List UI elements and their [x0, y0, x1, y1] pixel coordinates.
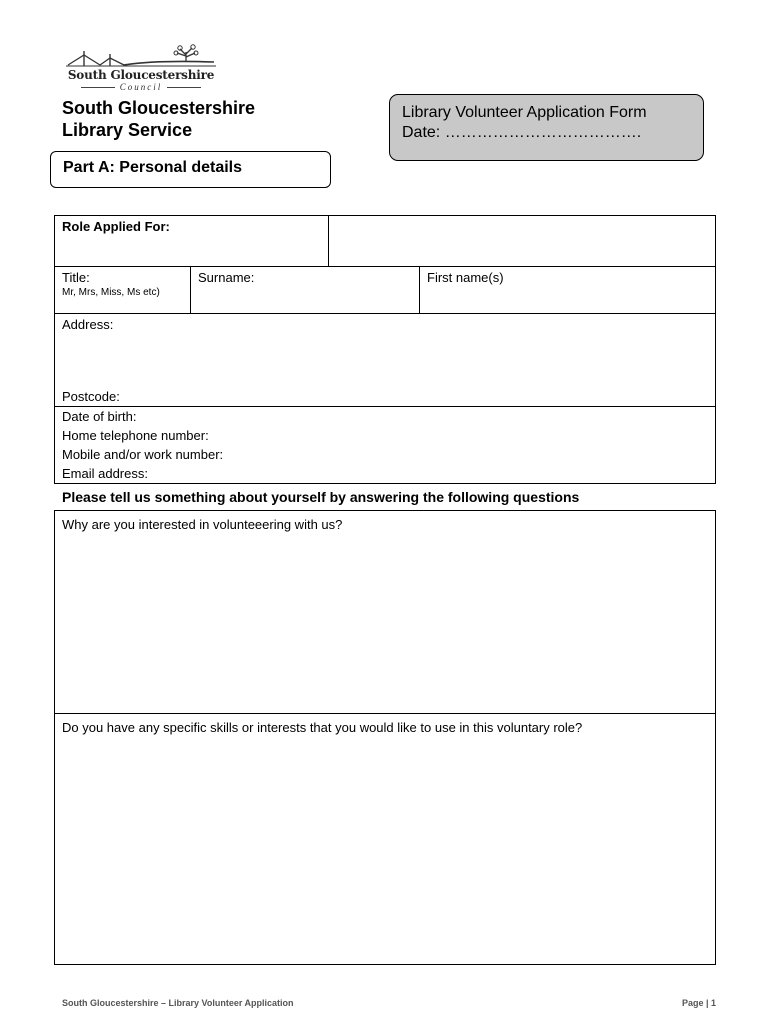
- first-names-label: First name(s): [427, 270, 504, 285]
- surname-field[interactable]: [190, 266, 420, 314]
- bridge-and-tree-logo-icon: [64, 44, 220, 70]
- role-input-cell[interactable]: [328, 215, 716, 267]
- date-field[interactable]: Date: ……………………………….: [402, 124, 642, 141]
- title-label: Title:: [62, 270, 90, 285]
- question-2-box[interactable]: [54, 713, 716, 965]
- footer-text: South Gloucestershire – Library Volunteer Application: [62, 998, 294, 1008]
- mobile-label: Mobile and/or work number:: [62, 447, 224, 462]
- question-1-box[interactable]: [54, 510, 716, 714]
- title-field[interactable]: [54, 266, 191, 314]
- form-title: Library Volunteer Application Form: [402, 104, 647, 121]
- part-a-heading: Part A: Personal details: [50, 151, 331, 188]
- postcode-label: Postcode:: [62, 389, 120, 404]
- org-title-line2: Library Service: [62, 120, 193, 140]
- first-names-field[interactable]: [419, 266, 716, 314]
- question-1-label: Why are you interested in volunteeering with us?: [62, 517, 343, 532]
- question-2-label: Do you have any specific skills or interests that you would like to use in this voluntary role?: [62, 720, 583, 735]
- home-phone-label: Home telephone number:: [62, 428, 209, 443]
- title-hint: Mr, Mrs, Miss, Ms etc): [62, 287, 160, 298]
- page-number: Page | 1: [681, 998, 716, 1008]
- contact-details-field[interactable]: [54, 406, 716, 484]
- role-label: Role Applied For:: [62, 219, 170, 234]
- address-field[interactable]: [54, 313, 716, 407]
- logo-name: South Gloucestershire: [67, 68, 215, 82]
- council-logo: [64, 44, 220, 94]
- logo-subtitle: Council: [66, 82, 216, 92]
- email-label: Email address:: [62, 466, 148, 481]
- org-title: [62, 97, 255, 141]
- surname-label: Surname:: [198, 270, 255, 285]
- org-title-line1: South Gloucestershire: [62, 98, 256, 118]
- form-title-box: [389, 94, 704, 161]
- questions-heading: Please tell us something about yourself by answering the following questions: [62, 489, 580, 505]
- dob-label: Date of birth:: [62, 409, 137, 424]
- role-label-cell: [54, 215, 329, 267]
- address-label: Address:: [62, 317, 114, 332]
